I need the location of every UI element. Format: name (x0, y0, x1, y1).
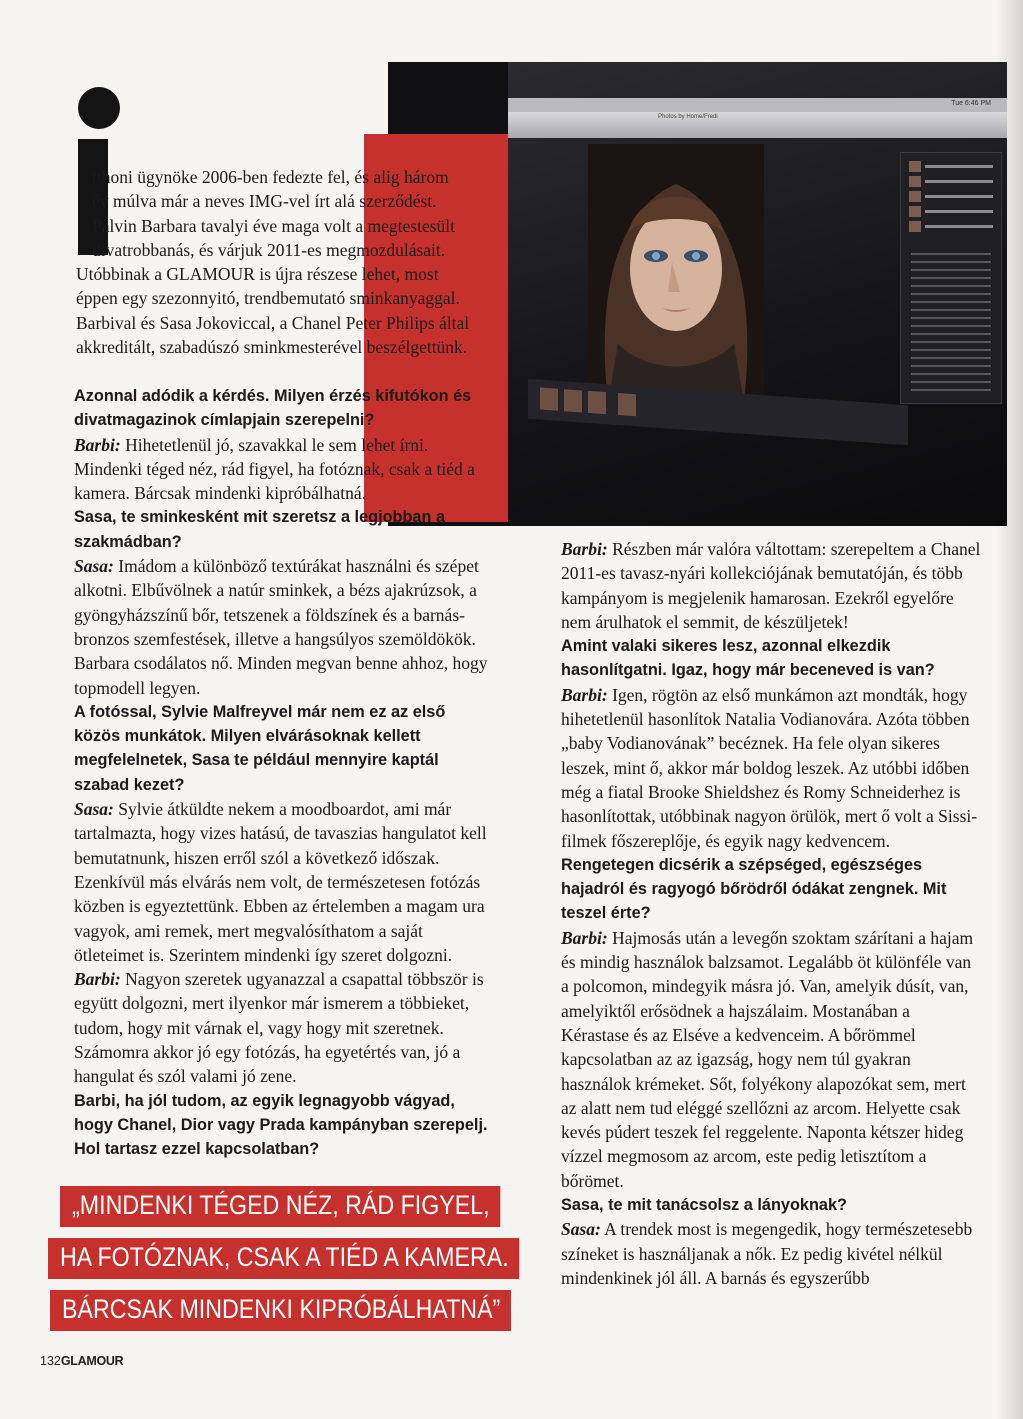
speaker-name: Barbi: (561, 684, 608, 705)
thumbnail-row (909, 204, 993, 218)
speaker-name: Sasa: (561, 1219, 601, 1240)
speaker-name: Sasa: (74, 799, 114, 820)
intro-line: Utóbbinak a GLAMOUR is újra részese lehet, most (76, 264, 439, 285)
page-folio (40, 1354, 123, 1368)
page-number: 132 (40, 1354, 61, 1368)
model-portrait-image (588, 144, 764, 402)
intro-line: tthoni ügynöke 2006-ben fedezte fel, és alig három (92, 167, 449, 187)
screen-clock: Tue 6:46 PM (951, 100, 991, 107)
interview-question: Sasa, te mit tanácsolsz a lányoknak? (561, 1196, 847, 1215)
speaker-name: Barbi: (74, 969, 121, 990)
interview-question: Amint valaki sikeres lesz, azonnal elkezdik hasonlítgatni. Igaz, hogy már beceneved is van? (561, 637, 935, 680)
thumbnail-row (909, 219, 993, 233)
dropcap-i-dot (78, 87, 120, 129)
screen-menubar (508, 98, 1007, 112)
interview-answer (561, 683, 981, 853)
pull-quote-line: „MINDENKI TÉGED NÉZ, RÁD FIGYEL, (60, 1186, 500, 1227)
answer-text: Részben már valóra váltottam: szerepeltem a Chanel 2011-es tavasz-nyári kollekciójának bemutatóján, és több kampányom is megjelenik hamarosan. Ezekről egyelőre nem árulhatok el semmit, de készüljetek! (561, 539, 981, 632)
speaker-name: Barbi: (561, 539, 608, 559)
thumbnail-row (909, 189, 993, 203)
speaker-name: Barbi: (74, 434, 121, 455)
intro-line: év múlva már a neves IMG-vel írt alá szerződést. (92, 191, 437, 212)
metadata-panel (911, 253, 991, 397)
interview-question: A fotóssal, Sylvie Malfreyvel már nem ez az első közös munkátok. Milyen elvárásoknak kellett megfelelnetek, Sasa te például mennyire kaptál szabad kezet? (74, 702, 446, 794)
interview-answer (74, 967, 494, 1088)
answer-text: Hihetetlenül jó, szavakkal le sem lehet írni. Mindenki téged néz, rád figyel, ha fotóznak, csak a tiéd a kamera. Bárcsak mindenki kipróbálhatná. (74, 434, 475, 504)
interview-answer (74, 433, 494, 506)
intro-line: Barbival és Sasa Jokoviccal, a Chanel Peter Philips által (76, 312, 470, 333)
answer-text: Imádom a különböző textúrákat használni és szépet alkotni. Elbűvölnek a natúr sminkek, a bézs ajakrúzsok, a gyöngyházszínű bőr, tetszenek a földszínek és a barnás-bronzos szemfestések, illetve a hangsúlyos szemöldökök. Barbara csodálatos nő. Minden megvan benne ahhoz, hogy topmodell legyen. (74, 556, 488, 698)
intro-line: divatrobbanás, és várjuk 2011-es megmozdulásait. (92, 239, 446, 260)
interview-question: Sasa, te sminkesként mit szeretsz a legjobban a szakmádban? (74, 508, 446, 551)
screen-toolbar (508, 112, 1007, 138)
interview-answer (561, 537, 981, 634)
interview-answer (74, 797, 494, 967)
interview-question: Barbi, ha jól tudom, az egyik legnagyobb vágyad, hogy Chanel, Dior vagy Prada kampányban szerepelj. Hol tartasz ezzel kapcsolatban? (74, 1091, 488, 1159)
pull-quote-line: HA FOTÓZNAK, CSAK A TIÉD A KAMERA. (48, 1238, 519, 1279)
answer-text: Nagyon szeretek ugyanazzal a csapattal többször is együtt dolgozni, mert ilyenkor már ismerem a többieket, tudom, hogy mit várnak el, vagy hogy mit szeretnek. Számomra akkor jó egy fotózás, ha egyetértés van, jó a hangulat és szól valami jó zene. (74, 969, 484, 1087)
speaker-name: Barbi: (561, 927, 608, 948)
intro-line: éppen egy szezonnyitó, trendbemutató sminkanyaggal. (76, 288, 460, 309)
answer-text: Igen, rögtön az első munkámon azt mondták, hogy hihetetlenül hasonlítok Natalia Vodianovára. Azóta többen „baby Vodianovának” becéznek. Ha fele olyan sikeres leszek, mint ő, akkor már boldog leszek. Az utóbbi időben még a fiatal Brooke Shieldshez és Romy Schneiderhez is hasonlítottak, utóbbinak nagyon örülök, mert ő volt a Sissi-filmek főszereplője, és egyik nagy kedvencem. (561, 684, 978, 851)
thumbnail-row (909, 174, 993, 188)
screen-window-title: Photos by Home/Fredi (658, 114, 718, 120)
intro-paragraph (76, 165, 496, 359)
pull-quote-line: BÁRCSAK MINDENKI KIPRÓBÁLHATNÁ” (50, 1290, 511, 1331)
answer-text: A trendek most is megengedik, hogy természetesebb színeket is használjanak a nők. Ez pedig kivétel nélkül mindenkinek jól áll. A barnás és egyszerűbb (561, 1219, 973, 1288)
portrait-illustration (588, 144, 764, 402)
thumbnail-list (909, 159, 993, 234)
interview-answer (561, 1217, 981, 1290)
interview-column-left (74, 384, 494, 1162)
answer-text: Sylvie átküldte nekem a moodboardot, ami már tartalmazta, hogy vizes hatású, de tavaszias hangulatot kell bemutatnunk, hiszen erről szól a következő időszak. Ezenkívül más elvárás nem volt, de természetesen fotózás közben is egyeztettünk. Ebben az értelemben a magam ura vagyok, ami remek, mert megvalósíthatom a saját ötleteimet is. Szerintem mindenki így szeret dolgozni. (74, 799, 487, 965)
interview-answer (561, 926, 981, 1193)
interview-question: Rengetegen dicsérik a szépséged, egészséges hajadról és ragyogó bőrödről ódákat zengnek. Mit teszel érte? (561, 855, 947, 923)
interview-answer (74, 554, 494, 700)
speaker-name: Sasa: (74, 556, 114, 577)
photo-screen (508, 62, 1007, 526)
answer-text: Hajmosás után a levegőn szoktam szárítani a hajam és mindig használok balzsamot. Legalább öt különféle van a polcomon, mindegyik másra jó. Van, amelyik dúsít, van, amelyiktől erősödnek a hajszálaim. Mostanában a Kérastase és az Elséve a kedvenceim. A bőrömmel kapcsolatban az az igazság, hogy nem túl gyakran használok krémeket. Sőt, folyékony alapozókat sem, mert az alatt nem tud eléggé szellőzni az arcom. Helyette csak kevés púdert teszek fel reggelente. Naponta kétszer hideg vízzel megmosom az arcom, este pedig letisztítom a bőrömet. (561, 927, 974, 1191)
interview-column-right (561, 537, 981, 1290)
file-browser-panel (900, 152, 1002, 404)
interview-question: Azonnal adódik a kérdés. Milyen érzés kifutókon és divatmagazinok címlapjain szerepelni? (74, 387, 472, 430)
magazine-name: GLAMOUR (60, 1354, 124, 1368)
intro-line: akkreditált, szabadúszó sminkmesterével beszélgettünk. (76, 337, 468, 358)
thumbnail-row (909, 159, 993, 173)
intro-line: Palvin Barbara tavalyi éve maga volt a megtestesült (92, 215, 456, 236)
